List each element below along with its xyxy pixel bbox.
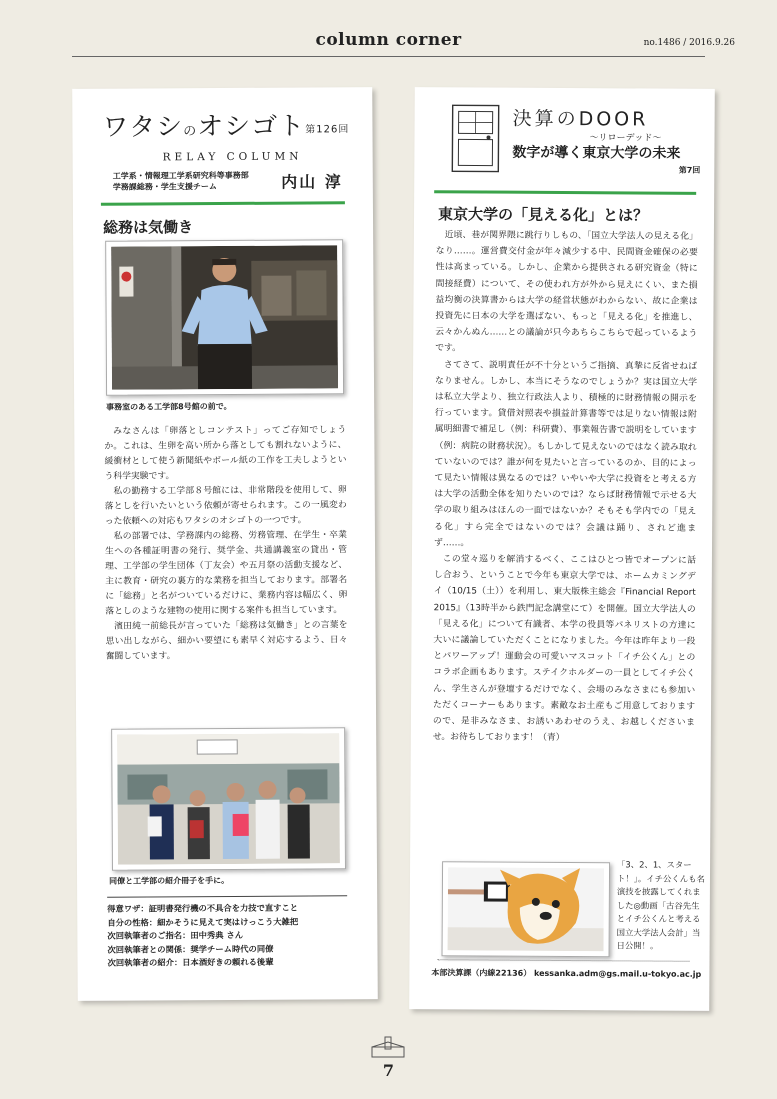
paragraph: みなさんは「卵落としコンテスト」ってご存知でしょうか。これは、生卵を高い所から落としても割れないように、緩衝材として使う新聞紙やボール紙の工作を工夫しようという科学実験です。 [104, 425, 347, 482]
page-number: 7 [382, 1061, 395, 1080]
door-icon [444, 101, 506, 173]
author-name: 内山 淳 [281, 172, 343, 192]
mascot-caption: 「3、2、1、スタート！」。イチ公くんも名演技を披露してくれました◎動画「古谷先生とイチ公くんと考える国立大学法人会計」当日公開！。 [616, 859, 705, 951]
profile-line: 次回執筆者のご指名：田中秀典 さん [107, 929, 244, 941]
section-title: 東京大学の「見える化」とは？ [437, 205, 649, 225]
title-part-1: ワタシ [102, 112, 184, 143]
page-header-title: column corner [315, 30, 462, 50]
paragraph: 濱田純一前総長が言っていた「総務は気働き」との言葉を思い出しながら、細かい要望にも素早く対応するよう、日々奮闘しています。 [105, 620, 348, 662]
author-dept-line1: 工学系・情報理工学系研究科等事務部 [112, 170, 249, 181]
photo-illustration [448, 867, 605, 951]
profile-line: 得意ワザ：証明書発行機の不具合を力技で直すこと [107, 902, 299, 914]
accounting-door-card [409, 87, 715, 1011]
door-column-title: 決算のDOOR [512, 107, 649, 131]
title-part-2: の [183, 124, 198, 140]
photo1-caption: 事務室のある工学部8号館の前で。 [106, 401, 232, 412]
green-divider [101, 201, 345, 205]
profile-line: 次回執筆者との関係：奨学チーム時代の同僚 [107, 943, 274, 955]
photo-illustration [111, 245, 338, 389]
article-body [104, 423, 347, 664]
signature-divider [437, 959, 689, 962]
article-body [433, 227, 698, 747]
profile-line: 自分の性格：細かそうに見えて実はけっこう大雑把 [107, 916, 299, 928]
door-column-subtitle: ～リローデッド～ [589, 133, 662, 144]
issue-number: no.1486 / 2016.9.26 [643, 38, 735, 48]
department-signature: 本部決算課（内線22136） kessanka.adm@gs.mail.u-tokyo.ac.jp [431, 968, 702, 979]
paragraph: 近頃、巷が関界隈に跳行りしもの、「国立大学法人の見える化」なり……。運営費交付金が年々減少する中、民間資金確保の必要性は高まっている。しかし、企業から提供される研究資金（特に間接経費）について、その使われ方が外から見えにくい、また損益均衡の決算書からは大学の経営状態がわからない、故に企業は投資先に日本の大学を選ばない、もっと「見える化」を推進し、云々かんぬん……との議論が只今あちらこちらで起っているようです。 [435, 230, 698, 354]
column-count: 第126回 [305, 124, 350, 136]
paragraph: さてさて、説明責任が不十分というご指摘、真摯に反省せねばなりません。しかし、本当にそうなのでしょうか？実は国立大学は私立大学より、独立行政法人より、積極的に財務情報の開示を行っています。貸借対照表や損益計算書等では足りない情報は附属明細書で補足し（例：科研費）、事業報告書で説明をしています（例：病院の財務状況）。もしかして見えないのではなく読み取れていないのでは？誰が何を見たいと言っているのか、目的によって見たい情報は異なるのでは？いやいや大学に投資をと考える方は大学の活動全体を知りたいのでは？ならば財務情報で示せる大学の取り組みはほんの一面ではないか？そもそも学内での「見える化」すら完全ではないのでは？会議は踊り、されど進まず……。 [434, 359, 698, 549]
photo-colleagues [111, 727, 346, 870]
column-count: 第7回 [678, 165, 701, 175]
profile-line: 次回執筆者の紹介：日本酒好きの頼れる後輩 [107, 956, 274, 968]
paragraph: 私の部署では、学務課内の総務、労務管理、在学生・卒業生への各種証明書の発行、奨学金、共通講義室の貸出・管理、工学部の学生団体（丁友会）や五月祭の活動支援など、主に教育・研究の裏方的な業務を担当しております。部署名に「総務」と名がついているだけに、業務内容は幅広く、卵落としのような建物の使用に関する案件も担当しています。 [105, 530, 348, 617]
title-part-3: オシゴト [197, 111, 306, 143]
paragraph: この堂々巡りを解消するべく、ここはひとつ皆でオープンに話し合おう、ということで今年も東京大学では、ホームカミングデイ（10/15（土））を利用し、東大版株主総会『Financial Report 2015』（13時半から鉄門記念講堂にて）を開催。国立大学法人の「見える化」について有識者、本学の役員等パネリストの方達に大いに議論していただくことになりました。今年は昨年より一段とパワーアップ！運動会の可愛いマスコット「イチ公くん」とのコラボ企画もあります。ステイクホルダーの一員としてイチ公くん、学生さんが登壇するだけでなく、会場のみなさまにも参加いただくコーナーもあります。素敵なお土産もご用意しておりますので、是非みなさま、お誘いあわせのうえ、お越しくださいませ。お待ちしております！（青） [432, 554, 696, 744]
relay-column-heading [102, 105, 362, 164]
door-column-lead: 数字が導く東京大学の未来 [512, 144, 681, 162]
author-block [113, 169, 363, 193]
photo2-caption: 同僚と工学部の紹介冊子を手に。 [109, 875, 230, 886]
door-column-heading [434, 99, 694, 181]
author-dept-line2: 学務課総務・学生支援チーム [112, 182, 217, 192]
photo-illustration [117, 733, 340, 864]
photo-mascot [442, 861, 611, 957]
header-divider [72, 56, 705, 57]
relay-column-card [72, 87, 378, 1001]
photo-author-building [105, 239, 344, 395]
section-title: 総務は気働き [103, 218, 194, 237]
yasuda-auditorium-icon [370, 1035, 406, 1059]
relay-column-subtitle: RELAY COLUMN [162, 150, 303, 164]
author-profile [107, 895, 347, 970]
green-divider [434, 190, 696, 195]
paragraph: 私の勤務する工学部８号館には、非常階段を使用して、卵落としを行いたいという依頼が寄せられます。この一風変わった依頼への対応もワタシのオシゴトの一つです。 [104, 485, 347, 527]
relay-column-title [102, 105, 362, 144]
